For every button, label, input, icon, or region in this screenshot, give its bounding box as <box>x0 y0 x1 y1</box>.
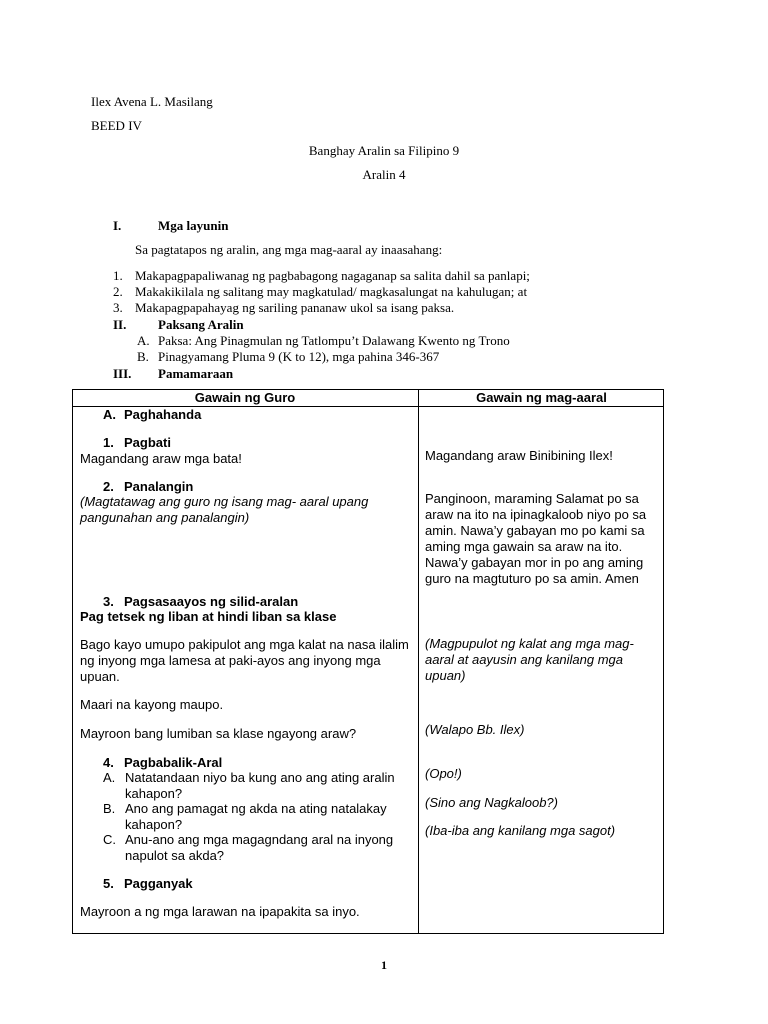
table-column-divider <box>418 389 419 934</box>
part-heading: Paghahanda <box>124 407 202 422</box>
page-number: 1 <box>381 958 387 972</box>
student-prayer: Panginoon, maraming Salamat po sa araw na ito na ipinagkaloob niyo po sa amin. Nawa’y gabayan mo po kami sa aming mga gawain sa araw na ito. Nawa’y gabayan mor in po ang aming guro na magtuturo po sa amin. Amen <box>425 491 647 586</box>
lesson-label: Aralin 4 <box>362 167 406 182</box>
column-header-student: Gawain ng mag-aaral <box>476 390 607 405</box>
review-answer: (Iba-iba ang kanilang mga sagot) <box>425 823 616 838</box>
objective-text: Makakikilala ng salitang may magkatulad/ magkasalungat na kahulugan; at <box>135 284 528 299</box>
course-label: BEED IV <box>91 118 142 133</box>
teacher-prayer-instruction: (Magtatawag ang guro ng isang mag- aaral upang pangunahan ang panalangin) <box>80 494 369 525</box>
step-heading: Pagbati <box>124 435 171 450</box>
document-title: Banghay Aralin sa Filipino 9 <box>308 143 460 158</box>
section-1-numeral: I. <box>113 218 122 233</box>
step-heading: Pagbabalik-Aral <box>124 755 223 770</box>
topic-letter: B. <box>137 349 149 364</box>
objectives-intro: Sa pagtatapos ng aralin, ang mga mag-aaral ay inaasahang: <box>135 242 443 257</box>
student-cleanup-response: (Magpupulot ng kalat ang mga mag-aaral at aayusin ang kanilang mga upuan) <box>425 636 634 683</box>
review-question-letter: A. <box>103 770 116 785</box>
step-heading: Pagganyak <box>124 876 193 891</box>
topic-text: Pinagyamang Pluma 9 (K to 12), mga pahina 346-367 <box>158 349 440 364</box>
step-subheading: Pag tetsek ng liban at hindi liban sa klase <box>80 609 337 624</box>
step-number: 2. <box>103 479 114 494</box>
review-question: Ano ang pamagat ng akda na ating natalakay kahapon? <box>125 801 387 832</box>
student-greeting: Magandang araw Binibining Ilex! <box>425 448 613 463</box>
review-question: Anu-ano ang mga magagndang aral na inyong napulot sa akda? <box>125 832 394 863</box>
teacher-sit-instruction: Maari na kayong maupo. <box>80 697 224 712</box>
part-letter: A. <box>103 407 116 422</box>
section-3-heading: Pamamaraan <box>158 366 234 381</box>
topic-letter: A. <box>137 333 150 348</box>
objective-number: 2. <box>113 284 123 299</box>
review-question-letter: B. <box>103 801 116 816</box>
section-2-heading: Paksang Aralin <box>158 317 244 332</box>
student-attendance-response: (Walapo Bb. Ilex) <box>425 722 525 737</box>
teacher-cleanup-instruction: Bago kayo umupo pakipulot ang mga kalat na nasa ilalim ng inyong mga lamesa at paki-ayos ang inyong mga upuan. <box>80 637 409 684</box>
section-1-heading: Mga layunin <box>158 218 229 233</box>
objective-number: 1. <box>113 268 123 283</box>
step-heading: Panalangin <box>124 479 194 494</box>
topic-text: Paksa: Ang Pinagmulan ng Tatlompu’t Dalawang Kwento ng Trono <box>158 333 510 348</box>
teacher-motivation: Mayroon a ng mga larawan na ipapakita sa inyo. <box>80 904 360 919</box>
objective-text: Makapagpapaliwanag ng pagbabagong nagaganap sa salita dahil sa panlapi; <box>135 268 530 283</box>
section-3-numeral: III. <box>113 366 132 381</box>
review-question-letter: C. <box>103 832 116 847</box>
author-name: Ilex Avena L. Masilang <box>91 94 213 109</box>
teacher-attendance-question: Mayroon bang lumiban sa klase ngayong araw? <box>80 726 357 741</box>
review-answer: (Sino ang Nagkaloob?) <box>425 795 558 810</box>
step-heading: Pagsasaayos ng silid-aralan <box>124 594 299 609</box>
step-number: 3. <box>103 594 114 609</box>
review-question: Natatandaan niyo ba kung ano ang ating aralin kahapon? <box>125 770 395 801</box>
column-header-teacher: Gawain ng Guro <box>194 390 296 405</box>
objective-text: Makapagpapahayag ng sariling pananaw ukol sa isang paksa. <box>135 300 455 315</box>
step-number: 4. <box>103 755 114 770</box>
review-answer: (Opo!) <box>425 766 462 781</box>
step-number: 5. <box>103 876 114 891</box>
step-number: 1. <box>103 435 114 450</box>
section-2-numeral: II. <box>113 317 127 332</box>
teacher-greeting: Magandang araw mga bata! <box>80 451 242 466</box>
objective-number: 3. <box>113 300 123 315</box>
